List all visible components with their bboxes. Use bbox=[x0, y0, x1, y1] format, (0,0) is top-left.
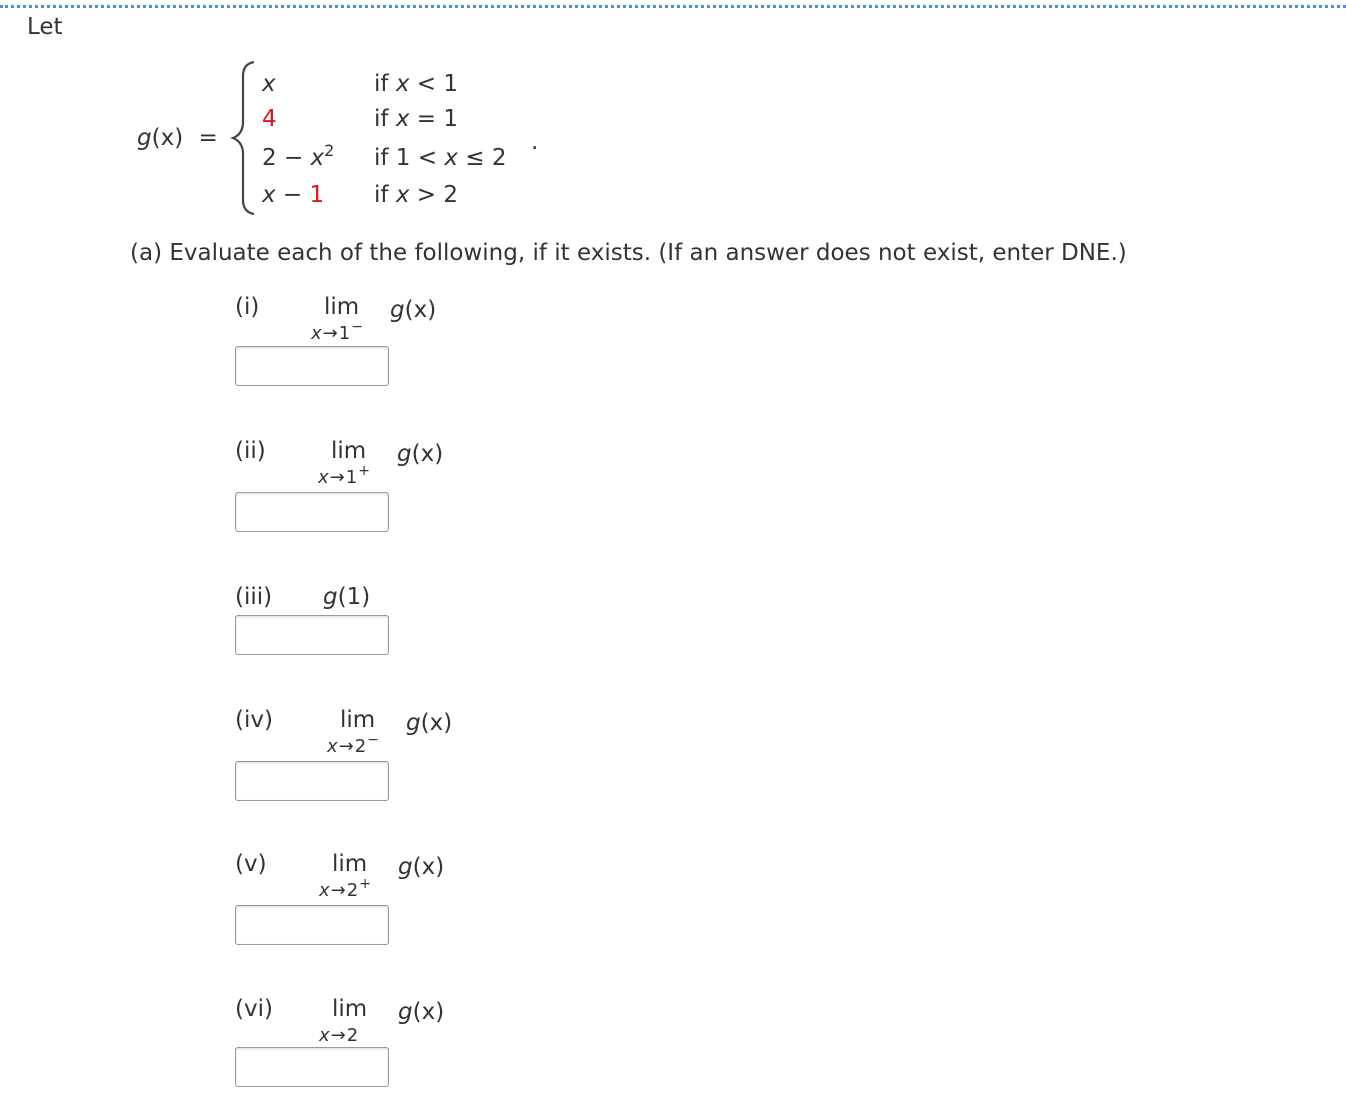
answer-input[interactable] bbox=[235, 492, 389, 532]
math-run: x bbox=[262, 71, 276, 97]
math-run: x bbox=[395, 182, 410, 208]
approach-side: + bbox=[358, 463, 370, 479]
function-period: . bbox=[531, 129, 539, 155]
approach-value: 1 bbox=[338, 323, 351, 344]
expr-function: g bbox=[398, 854, 413, 880]
limit-approach bbox=[311, 319, 363, 346]
approach-variable: x bbox=[311, 323, 322, 344]
math-run: x bbox=[395, 106, 410, 132]
equals-sign: = bbox=[198, 125, 218, 151]
answer-input[interactable] bbox=[235, 905, 389, 945]
case-expression bbox=[262, 105, 277, 133]
math-run: if bbox=[374, 71, 396, 97]
approach-variable: x bbox=[319, 1025, 330, 1046]
question-label: (vi) bbox=[235, 996, 273, 1022]
lim-text: lim bbox=[332, 851, 368, 877]
approach-side: − bbox=[351, 319, 363, 335]
question-label: (iv) bbox=[235, 707, 273, 733]
expr-argument: (x) bbox=[412, 999, 445, 1025]
limit-expression bbox=[406, 709, 452, 737]
expr-argument: (x) bbox=[412, 854, 445, 880]
math-run: x bbox=[310, 145, 325, 171]
answer-input[interactable] bbox=[235, 1047, 389, 1087]
math-run: − bbox=[275, 182, 310, 208]
case-condition bbox=[374, 70, 458, 98]
expr-function: g bbox=[390, 297, 405, 323]
top-dotted-border bbox=[0, 5, 1346, 8]
math-run: < 1 bbox=[409, 71, 458, 97]
math-run: if bbox=[374, 182, 396, 208]
expr-argument: (x) bbox=[411, 441, 444, 467]
lim-text: lim bbox=[340, 707, 376, 733]
answer-input[interactable] bbox=[235, 346, 389, 386]
math-run: if bbox=[374, 106, 396, 132]
limit-expression bbox=[390, 296, 436, 324]
arrow-icon: → bbox=[322, 323, 338, 344]
question-label: (i) bbox=[235, 294, 260, 320]
approach-variable: x bbox=[327, 736, 338, 757]
value-expression bbox=[323, 583, 370, 611]
approach-value: 2 bbox=[346, 1025, 359, 1046]
math-run: x bbox=[444, 145, 458, 171]
case-expression bbox=[262, 181, 324, 209]
math-run: x bbox=[262, 182, 276, 208]
case-expression bbox=[262, 70, 276, 98]
math-run: = 1 bbox=[409, 106, 458, 132]
approach-variable: x bbox=[318, 467, 329, 488]
math-run: if 1 < bbox=[374, 145, 445, 171]
expr-function: g bbox=[323, 584, 338, 610]
approach-value: 2 bbox=[354, 736, 367, 757]
limit-expression bbox=[398, 853, 444, 881]
left-brace-icon bbox=[228, 60, 260, 216]
question-label: (ii) bbox=[235, 438, 266, 464]
approach-value: 2 bbox=[346, 880, 359, 901]
limit-expression bbox=[397, 440, 443, 468]
case-condition bbox=[374, 105, 458, 133]
lim-text: lim bbox=[324, 294, 360, 320]
function-lhs bbox=[137, 124, 218, 152]
answer-input[interactable] bbox=[235, 761, 389, 801]
lim-text: lim bbox=[331, 438, 367, 464]
question-label: (v) bbox=[235, 851, 267, 877]
limit-approach bbox=[319, 876, 371, 903]
approach-variable: x bbox=[319, 880, 330, 901]
approach-side: − bbox=[367, 732, 379, 748]
arrow-icon: → bbox=[330, 1025, 346, 1046]
arrow-icon: → bbox=[329, 467, 345, 488]
question-label: (iii) bbox=[235, 584, 273, 610]
case-condition bbox=[374, 144, 506, 172]
function-name: g bbox=[137, 125, 152, 151]
case-expression bbox=[262, 141, 335, 174]
function-arg: (x) bbox=[151, 125, 184, 151]
math-run: 2 − bbox=[262, 145, 311, 171]
math-run: 4 bbox=[262, 106, 277, 132]
expr-argument: (x) bbox=[404, 297, 437, 323]
math-run: > 2 bbox=[409, 182, 458, 208]
arrow-icon: → bbox=[330, 880, 346, 901]
math-run: x bbox=[395, 71, 410, 97]
lim-text: lim bbox=[332, 996, 368, 1022]
expr-argument: (1) bbox=[337, 584, 371, 610]
expr-function: g bbox=[398, 999, 413, 1025]
limit-approach bbox=[327, 732, 379, 759]
answer-input[interactable] bbox=[235, 615, 389, 655]
expr-function: g bbox=[397, 441, 412, 467]
expr-function: g bbox=[406, 710, 421, 736]
part-a-instructions: (a) Evaluate each of the following, if it exists. (If an answer does not exist, enter DNE.) bbox=[130, 240, 1127, 266]
limit-approach bbox=[318, 463, 370, 490]
limit-expression bbox=[398, 998, 444, 1026]
math-run: ≤ 2 bbox=[457, 145, 507, 171]
case-condition bbox=[374, 181, 458, 209]
math-run: 2 bbox=[324, 141, 335, 160]
limit-approach bbox=[319, 1025, 358, 1047]
expr-argument: (x) bbox=[420, 710, 453, 736]
math-run: 1 bbox=[309, 182, 325, 208]
approach-side: + bbox=[359, 876, 371, 892]
intro-text: Let bbox=[27, 14, 63, 40]
approach-value: 1 bbox=[345, 467, 358, 488]
arrow-icon: → bbox=[338, 736, 354, 757]
